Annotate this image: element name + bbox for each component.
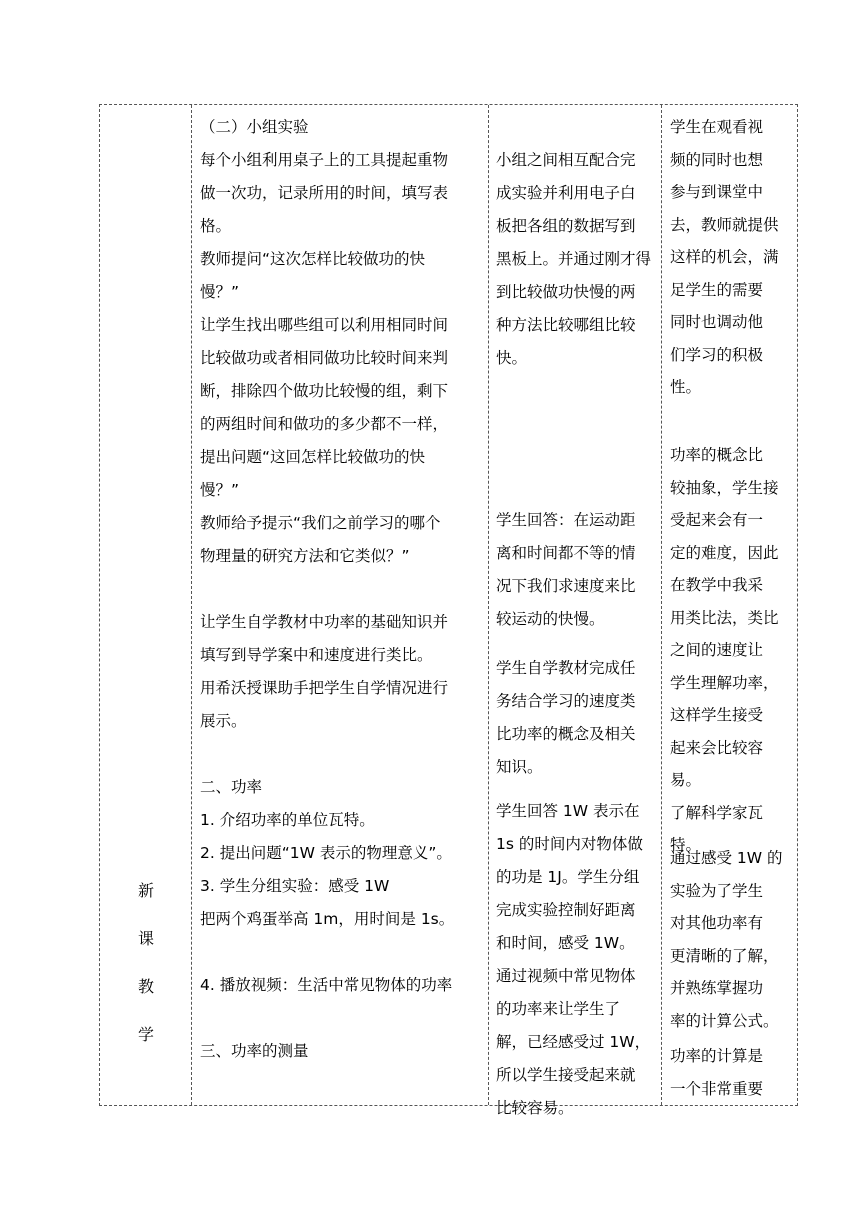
text-line: 较运动的快慢。 [496, 610, 605, 628]
text-line: 1s 的时间内对物体做 [496, 835, 643, 853]
text-line: 同时也调动他 [670, 313, 764, 331]
text-line: 完成实验控制好距离 [496, 901, 636, 919]
text-line: 足学生的需要 [670, 280, 764, 299]
text-line: 定的难度，因此 [670, 543, 779, 562]
text-line: 知识。 [496, 758, 543, 776]
text-line: 们学习的积极 [670, 345, 764, 364]
section-label-char: 学 [137, 1025, 154, 1044]
text-line: 1. 介绍功率的单位瓦特。 [200, 811, 375, 829]
student-activity-cell [496, 105, 660, 1117]
section-label-cell [100, 105, 191, 1105]
design-intent-block [670, 842, 783, 1037]
text-line: 实验为了学生 [670, 881, 764, 900]
text-line: 这样的机会，满 [670, 248, 779, 266]
text-line: 每个小组利用桌子上的工具提起重物 [200, 151, 449, 169]
text-line: 学生回答 1W 表示在 [496, 802, 640, 820]
text-line: 一个非常重要 [670, 1079, 764, 1098]
text-line: 填写到导学案中和速度进行类比。 [200, 646, 433, 664]
text-line: 比较做功或者相同做功比较时间来判 [200, 349, 449, 367]
text-line: 小组之间相互配合完 [496, 151, 636, 169]
text-line: 频的同时也想 [670, 150, 764, 169]
text-line: 性。 [670, 378, 702, 396]
text-line: 用类比法，类比 [670, 608, 779, 627]
text-line: 易。 [670, 771, 702, 789]
student-activity-block [496, 795, 650, 1125]
text-line: 三、功率的测量 [200, 1042, 309, 1060]
text-line: 去，教师就提供 [670, 215, 779, 234]
text-line: 和时间，感受 1W。 [496, 934, 635, 952]
design-intent-block [670, 111, 779, 404]
section-label-char: 课 [137, 929, 154, 948]
text-line: 并熟练掌握功 [670, 979, 764, 997]
text-line: 黑板上。并通过刚才得 [496, 250, 652, 268]
text-line: 务结合学习的速度类 [496, 692, 636, 710]
text-line: 让学生找出哪些组可以利用相同时间 [200, 316, 449, 334]
text-line: 到比较做功快慢的两 [496, 283, 636, 301]
text-line: 况下我们求速度来比 [496, 577, 636, 595]
text-line: 把两个鸡蛋举高 1m，用时间是 1s。 [200, 910, 455, 928]
text-line: 比功率的概念及相关 [496, 725, 636, 743]
teacher-activity-cell [200, 111, 485, 1105]
lesson-plan-table [99, 104, 798, 1117]
text-line: 特。 [670, 836, 702, 854]
text-line: 教师给予提示“我们之前学习的哪个 [200, 514, 441, 532]
text-line: 教师提问“这次怎样比较做功的快 [200, 250, 426, 268]
text-line: 在教学中我采 [670, 576, 764, 594]
text-line: 慢？” [200, 481, 240, 499]
text-line: 做一次功，记录所用的时间，填写表 [200, 184, 449, 202]
text-line: 2. 提出问题“1W 表示的物理意义”。 [200, 844, 452, 862]
student-activity-block [496, 504, 636, 636]
text-line: 展示。 [200, 712, 247, 730]
text-line: 受起来会有一 [670, 511, 764, 529]
text-line: 慢？” [200, 283, 240, 301]
text-line: 比较容易。 [496, 1099, 574, 1117]
text-line: 学生理解功率， [670, 673, 779, 692]
text-line: 二、功率 [200, 778, 263, 796]
text-line: 更清晰的了解， [670, 946, 779, 965]
text-line: （二）小组实验 [200, 118, 309, 136]
text-line: 的两组时间和做功的多少都不一样， [200, 415, 449, 433]
text-line: 较抽象，学生接 [670, 478, 779, 497]
text-line: 格。 [200, 217, 232, 235]
text-line: 功率的计算是 [670, 1047, 764, 1065]
text-line: 物理量的研究方法和它类似？” [200, 547, 410, 565]
text-line: 3. 学生分组实验：感受 1W [200, 877, 390, 895]
text-line: 通过视频中常见物体 [496, 967, 636, 985]
design-intent-block [670, 1040, 763, 1105]
text-line: 所以学生接受起来就 [496, 1066, 636, 1084]
text-line: 学生在观看视 [670, 118, 764, 136]
text-line: 提出问题“这回怎样比较做功的快 [200, 448, 426, 466]
text-line: 起来会比较容 [670, 738, 764, 757]
column-divider [488, 105, 489, 1105]
text-line: 断，排除四个做功比较慢的组，剩下 [200, 382, 449, 400]
student-activity-block [496, 144, 651, 375]
text-line: 成实验并利用电子白 [496, 184, 636, 202]
text-line: 的功是 1J。学生分组 [496, 868, 640, 886]
text-line: 的功率来让学生了 [496, 1000, 621, 1018]
column-divider [661, 105, 662, 1105]
text-line: 4. 播放视频：生活中常见物体的功率 [200, 976, 453, 994]
design-intent-block [670, 439, 779, 862]
text-line: 用希沃授课助手把学生自学情况进行 [200, 679, 449, 697]
text-line: 功率的概念比 [670, 446, 764, 464]
text-line: 率的计算公式。 [670, 1011, 779, 1030]
text-line: 离和时间都不等的情 [496, 544, 636, 562]
text-line: 解，已经感受过 1W， [496, 1033, 651, 1051]
section-label-char: 新 [137, 881, 154, 900]
text-line: 让学生自学教材中功率的基础知识并 [200, 613, 449, 631]
text-line: 对其他功率有 [670, 914, 764, 932]
text-line: 学生回答：在运动距 [496, 511, 636, 529]
design-intent-cell [670, 105, 798, 1105]
text-line: 快。 [496, 349, 528, 367]
text-line: 板把各组的数据写到 [496, 217, 636, 235]
text-line: 参与到课堂中 [670, 183, 764, 201]
section-label-char: 教 [137, 977, 154, 996]
text-line: 通过感受 1W 的 [670, 849, 783, 867]
text-line: 种方法比较哪组比较 [496, 316, 636, 334]
text-line: 了解科学家瓦 [670, 803, 764, 822]
text-line: 这样学生接受 [670, 706, 764, 724]
text-line: 之间的速度让 [670, 641, 764, 659]
student-activity-block [496, 652, 636, 784]
column-divider [191, 105, 192, 1105]
text-line: 学生自学教材完成任 [496, 659, 636, 677]
